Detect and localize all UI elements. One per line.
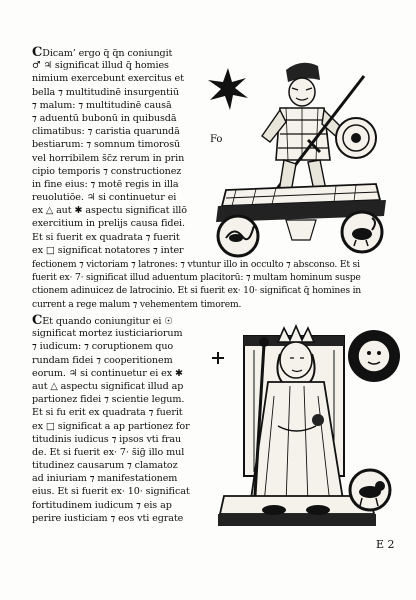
text-line: climatibus: ⁊ caristia quarundā [32,126,180,138]
text-line: CDicam’ ergo q̃ q̃n coniungit [32,46,173,60]
text-line: fortitudinem iudicum ⁊ eis ap [32,499,172,511]
text-line: reuolutiōe. ♃ si continuetur ei [32,192,177,204]
text-line: perire iusticiam ⁊ eos vti egrate [32,512,184,524]
text-line: exercitium in prelijs causa fidei. [32,218,185,230]
text-line: ⁊ iudicum: ⁊ coruptionem quo [32,341,174,353]
text-line: bella ⁊ multitudinē insurgentiū [32,86,179,98]
text-line: rundam fidei ⁊ cooperitionem [32,354,173,366]
aries-wheel-icon [342,212,382,252]
text-line: ex □ significat notatores ⁊ inter [32,244,184,256]
text-line: current a rege malum ⁊ vehementem timorem. [32,298,242,310]
text-line: eius. Et si fuerit ex· 10· significat [32,486,190,498]
text-line: ⁊ aduentū bubonū in quibusdā [32,112,177,124]
sun-face-icon [348,330,400,382]
star-icon [208,68,248,110]
text-line: titudinez causarum ⁊ clamatoz [32,460,178,472]
text-line: vel horribilem s̄c̃z rerum in prin [32,152,185,164]
text-line: ex △ aut ✱ aspectu significat illō [32,205,187,217]
text-line: fuerit ex· 7· significat illud aduentum placitorū: ⁊ multam hominum suspe [32,272,361,284]
text-line: ad iniuriam ⁊ manifestationem [32,473,178,485]
section-1-text [32,46,202,257]
text-line: partionez fidei ⁊ scientie legum. [32,394,185,406]
cross-icon [212,352,224,364]
woodcut-sun-king [194,316,408,536]
text-line: aut △ aspectu significat illud ap [32,380,184,392]
text-line: eorum. ♃ si continuetur ei ex ✱ [32,367,183,379]
section-1-full-text [32,258,402,311]
sign-label: Fo [210,134,223,145]
section-2-text [32,314,200,525]
signature-mark: E 2 [376,538,395,551]
text-line: ctionem adinuicez de latrocinio. Et si fuerit ex· 10· significat q̃ homines in [32,285,362,297]
text-line: ex □ significat a ap partionez for [32,420,190,432]
text-line: Et si fu erit ex quadrata ⁊ fuerit [32,407,183,419]
text-line: significat mortez iusticiariorum [32,328,183,340]
text-line: in fine eius: ⁊ motē regis in illa [32,178,179,190]
leo-wheel-icon [350,470,390,510]
text-line: nimium exercebunt exercitus et [32,73,184,85]
woodcut-mars-warrior [196,40,406,258]
text-line: cipio temporis ⁊ constructionez [32,165,182,177]
scorpio-wheel-icon [218,216,258,256]
text-line: de. Et si fuerit ex· 7· s̄ig̃ illo mul [32,446,185,458]
text-line: bestiarum: ⁊ somnum timorosū [32,139,181,151]
text-line: fectionem ⁊ victoriam ⁊ latrones: ⁊ vtuntur illo in occulto ⁊ absconso. Et si [32,259,360,270]
text-line: titudinis iudicus ⁊ ipsos vti frau [32,433,182,445]
text-line: ⁊ malum: ⁊ multitudinē causā [32,99,172,111]
text-line: ♂ ♃ significat illud q̃ homies [32,60,169,72]
text-line: Et si fuerit ex quadrata ⁊ fuerit [32,231,180,243]
text-line: CEt quando coniungitur ei ☉ [32,314,173,328]
